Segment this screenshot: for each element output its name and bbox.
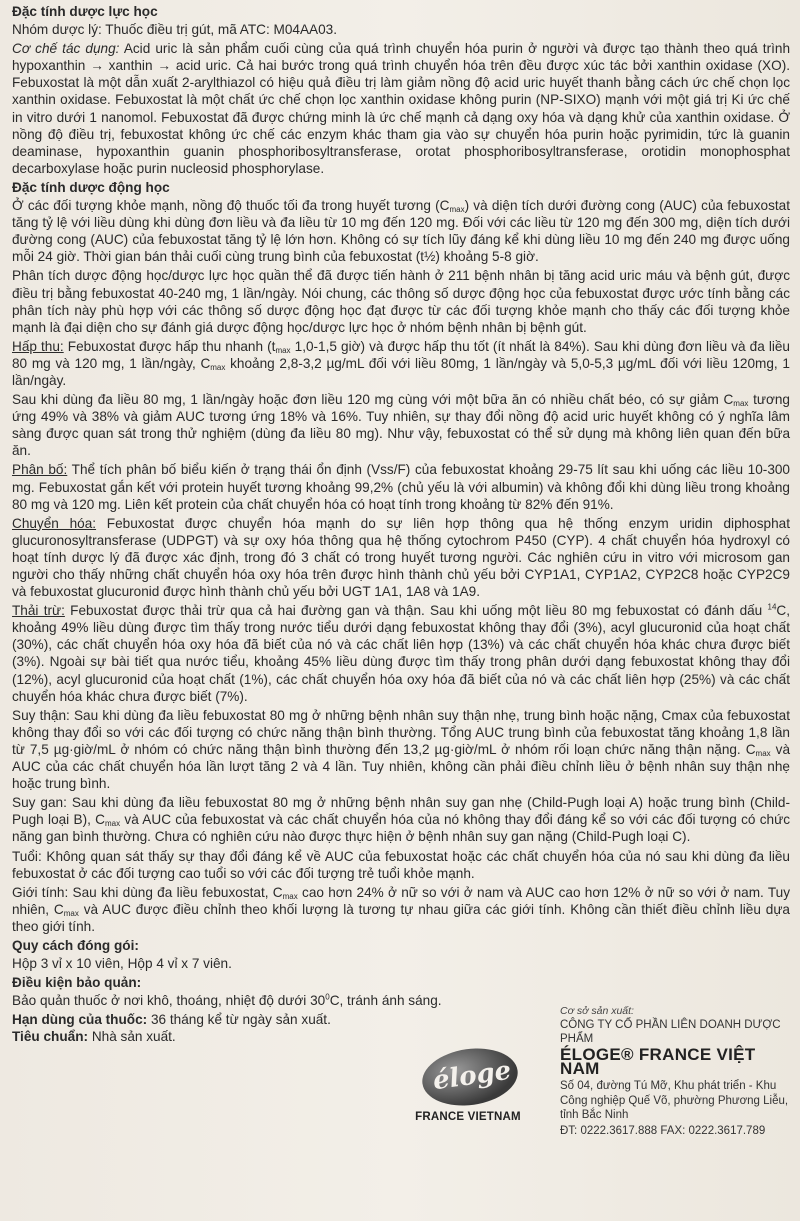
absorption-label: Hấp thu: (12, 338, 64, 354)
manufacturer-brand: ÉLOGE® FRANCE VIỆT NAM (560, 1045, 756, 1078)
pk-p2-text: Phân tích dược động học/dược lực học quần thể đã được tiến hành ở 211 bệnh nhân bị tăng acid uric máu và bệnh gút, được điều trị bằng febuxostat 40-240 mg, 1 lần/ngày. Nói chung, các thông số dược động học của febuxostat được ước tính bằng các phân tích này phù hợp với các thông số dược động học đạt được từ các đối tượng khỏe mạnh cho thấy các đối tượng khỏe mạnh là đại diện cho sự đánh giá dược động học/dược lực học ở nhóm bệnh nhân bị bệnh gút. (12, 268, 790, 335)
sex-text-b: cao hơn 24% ở nữ so với ở nam và AUC cao hơn 12% ở nữ so với ở nam. Tuy nhiên, C (12, 884, 790, 917)
manufacturer-phone: ĐT: 0222.3617.888 FAX: 0222.3617.789 (560, 1124, 766, 1137)
metabolism-label: Chuyển hóa: (12, 515, 97, 531)
cmax-subscript: max (63, 908, 79, 918)
absorption-paragraph (12, 338, 790, 389)
age-paragraph (12, 848, 790, 882)
shelf-life-value: 36 tháng kể từ ngày sản xuất. (147, 1012, 331, 1028)
excretion-label: Thải trừ: (12, 603, 65, 619)
degree-superscript: 0 (325, 992, 330, 1002)
food-effect-paragraph (12, 391, 790, 459)
cmax-subscript: max (755, 748, 771, 758)
excretion-paragraph (12, 602, 790, 705)
sex-text-a: Giới tính: Sau khi dùng đa liều febuxostat, C (12, 884, 283, 900)
renal-text-a: Suy thận: Sau khi dùng đa liều febuxostat 80 mg ở những bệnh nhân suy thận nhẹ, trung bình hoặc nặng, Cmax của febuxostat không thay đổi so với các đối tượng có chức năng thận bình thường. Tổng AUC trung bình của febuxostat tăng khoảng 1,8 lần từ 7,5 µg·giờ/mL ở nhóm có chức năng thận bình thường đến 13,2 µg·giờ/mL ở nhóm rối loạn chức năng thận nặng. C (12, 707, 790, 757)
cmax-subscript: max (282, 891, 298, 901)
manufacturer-company: CÔNG TY CỔ PHẦN LIÊN DOANH DƯỢC PHẨM (560, 1019, 781, 1045)
storage-text-a: Bảo quản thuốc ở nơi khô, thoáng, nhiệt độ dưới 30 (12, 993, 326, 1009)
group-text: Nhóm dược lý: Thuốc điều trị gút, mã ATC: M04AA03. (12, 22, 338, 38)
pk-p1-text-a: Ở các đối tượng khỏe mạnh, nồng độ thuốc tối đa trong huyết tương (C (12, 198, 450, 214)
sex-text-c: và AUC được điều chỉnh theo khối lượng là tương tự nhau giữa các giới tính. Không cần thiết điều chỉnh liều dựa theo giới tính. (12, 901, 790, 934)
absorption-text-c: khoảng 2,8-3,2 µg/mL đối với liều 80mg, 1 lần/ngày và 5,0-5,3 µg/mL đối với liều 120mg, 1 lần/ngày. (12, 355, 790, 388)
packaging-heading: Quy cách đóng gói: (12, 937, 139, 953)
food-text-b: tương ứng 49% và 38% và giảm AUC tương ứng 18% và 16%. Tuy nhiên, sự thay đổi nồng độ acid uric huyết không có ý nghĩa lâm sàng được quan sát trong thử nghiệm (dùng đa liều 80 mg). Như vậy, febuxostat có thể sử dụng mà không liên quan đến bữa ăn. (12, 392, 790, 459)
pharmacological-group (12, 21, 790, 38)
metabolism-text: Febuxostat được chuyển hóa mạnh do sự liên hợp thông qua hệ thống enzym uridin diphosphat glucuronosyltransferase (UDPGT) và sự oxy hóa thông qua hệ thống cytochrom P450 (CYP). 4 chất chuyển hóa hydroxyl có hoạt tính dược lý đã được xác định, trong đó 3 chất có trong huyết tương người. Các nghiên cứu in vitro với microsom gan người cho thấy những chất chuyển hóa oxy hóa trên được hình thành chủ yếu bởi CYP1A1, CYP1A2, CYP2C8 hoặc CYP2C9 và febuxostat glucuronid được hình thành chủ yếu bởi UGT 1A1, 1A8 và 1A9. (12, 515, 790, 600)
excretion-text-a: Febuxostat được thải trừ qua cả hai đường gan và thận. Sau khi uống một liều 80 mg febuxostat có đánh dấu (64, 603, 768, 619)
logo-subtitle: FRANCE VIETNAM (415, 1111, 521, 1123)
leaflet-footer (0, 971, 800, 1221)
packaging-text: Hộp 3 vỉ x 10 viên, Hộp 4 vỉ x 7 viên. (12, 956, 232, 972)
storage-text-b: C, tránh ánh sáng. (329, 993, 442, 1009)
pharmacokinetics-heading: Đặc tính dược động học (12, 179, 170, 195)
eloge-logo (402, 1049, 530, 1131)
distribution-text: Thể tích phân bố biểu kiến ở trạng thái ổn định (Vss/F) của febuxostat khoảng 29-75 lít sau khi uống các liều 10-300 mg. Febuxostat gắn kết với protein huyết tương khoảng 99,2% (chủ yếu là với albumin) và không đổi khi dùng liều trong khoảng 80 mg và 120 mg. Liên kết protein của chất chuyển hóa có hoạt tính trong khoảng từ 82% đến 91%. (12, 462, 790, 512)
distribution-paragraph (12, 461, 790, 512)
hepatic-impairment-paragraph (12, 794, 790, 845)
hepatic-text-a: Suy gan: Sau khi dùng đa liều febuxostat 80 mg ở những bệnh nhân suy gan nhẹ (Child-Pugh loại A) hoặc trung bình (Child-Pugh loại B), C (12, 795, 790, 828)
shelf-life-label: Hạn dùng của thuốc: (12, 1012, 148, 1028)
manufacturer-label: Cơ sở sản xuất: (560, 1005, 634, 1017)
pk-p1-text-b: ) và diện tích dưới đường cong (AUC) của febuxostat tăng tỷ lệ với liều dùng khi dùng đơn liều và đa liều từ 10 mg đến 120 mg. Đối với các liều từ 120 mg đến 300 mg, diện tích dưới đường cong (AUC) của febuxostat tăng tỷ lệ lớn hơn. Không có sự tích lũy đáng kể khi dùng liều 10 mg đến 240 mg được uống mỗi 24 giờ. Thời gian bán thải cuối cùng trung bình của febuxostat (t½) khoảng 5-8 giờ. (12, 198, 790, 265)
manufacturer-block (560, 1004, 790, 1138)
cmax-subscript: max (449, 205, 465, 215)
absorption-text-b: 1,0-1,5 giờ) và được hấp thu tốt (ít nhất là 84%). Sau khi dùng đơn liều và đa liều 80 mg và 120 mg, 1 lần/ngày, C (12, 338, 790, 371)
hepatic-text-b: và AUC của febuxostat và các chất chuyển hóa của nó không thay đổi đáng kể so với các đối tượng có chức năng gan bình thường. Chưa có nghiên cứu nào được thực hiện ở bệnh nhân suy gan nặng (Child-Pugh loại C). (12, 812, 790, 845)
age-text: Tuổi: Không quan sát thấy sự thay đổi đáng kể về AUC của febuxostat hoặc các chất chuyển hóa của nó sau khi dùng đa liều febuxostat ở các đối tượng cao tuổi so với các đối tượng trẻ tuổi khỏe mạnh. (12, 848, 790, 881)
renal-text-b: và AUC của các chất chuyển hóa lần lượt tăng 2 và 4 lần. Tuy nhiên, không cần phải điều chỉnh liều ở bệnh nhân suy thận nhẹ hoặc trung bình. (12, 741, 791, 792)
sex-paragraph (12, 884, 790, 935)
mechanism-text: Acid uric là sản phẩm cuối cùng của quá trình chuyển hóa purin ở người và được tạo thành theo quá trình hypoxanthin → xanthin → acid uric. Cả hai bước trong quá trình chuyển hóa trên đều được xúc tác bởi xanthin oxidase (XO). Febuxostat là một dẫn xuất 2-arylthiazol có hiệu quả điều trị làm giảm nồng độ acid uric huyết thanh bằng cách ức chế chọn lọc xanthin oxidase. Febuxostat là một chất ức chế chọn lọc xanthin oxidase không purin (NP-SIXO) mạnh với một giá trị Ki ức chế in vitro dưới 1 nanomol. Febuxostat đã được chứng minh là ức chế mạnh cả dạng oxy hóa và dạng khử của xanthin oxidase. Ở nồng độ điều trị, febuxostat không ức chế các enzym khác tham gia vào sự chuyển hóa purin hoặc pyrimidin, tức là guanin deaminase, hypoxanthin guanin phosphoribosyltransferase, orotat phosphoribosyltransferase, orotidin monophosphat decarboxylase hoặc purin nucleosid phosphorylase. (12, 41, 791, 176)
storage-heading: Điều kiện bảo quản: (12, 975, 142, 991)
manufacturer-address: Số 04, đường Tú Mỡ, Khu phát triển - Khu Công nghiệp Quế Võ, phường Phương Liễu, tỉnh Bắc Ninh (560, 1080, 789, 1121)
distribution-label: Phân bố: (12, 462, 68, 478)
standard-label: Tiêu chuẩn: (12, 1029, 89, 1045)
leaflet-body (12, 2, 790, 1046)
cmax-subscript: max (733, 399, 749, 409)
isotope-superscript: 14 (767, 602, 777, 612)
renal-impairment-paragraph (12, 707, 790, 792)
standard-value: Nhà sản xuất. (88, 1029, 176, 1045)
mechanism-label: Cơ chế tác dụng: (12, 41, 120, 57)
tmax-subscript: max (275, 345, 291, 355)
logo-wordmark: éloge (431, 1055, 513, 1097)
cmax-subscript: max (104, 819, 121, 829)
excretion-text-b: C, khoảng 49% liều dùng được tìm thấy trong nước tiểu dưới dạng febuxostat không thay đổi (3%), acyl glucuronid của hoạt chất (30%), các chất chuyển hóa oxy hóa đã biết của nó và các chất liên hợp (13%) và các chất chuyển hóa khác chưa được biết (3%). Ngoài sự bài tiết qua nước tiểu, khoảng 45% liều dùng được tìm thấy trong phân dưới dạng febuxostat không thay đổi (12%), acyl glucuronid của hoạt chất (1%), các chất chuyển hóa oxy hóa đã biết của nó và các chất liên hợp (25%) và các chất chuyển hóa khác chưa được biết (7%). (12, 603, 791, 704)
cmax-subscript: max (210, 362, 226, 372)
food-text-a: Sau khi dùng đa liều 80 mg, 1 lần/ngày hoặc đơn liều 120 mg cùng với một bữa ăn có nhiều chất béo, có sự giảm C (12, 392, 734, 408)
absorption-text-a: Febuxostat được hấp thu nhanh (t (63, 338, 276, 354)
mechanism-paragraph (12, 40, 790, 177)
metabolism-paragraph (12, 515, 790, 600)
pk-paragraph-2 (12, 267, 790, 335)
pk-paragraph-1 (12, 197, 790, 265)
pharmacodynamics-heading: Đặc tính dược lực học (12, 4, 158, 19)
